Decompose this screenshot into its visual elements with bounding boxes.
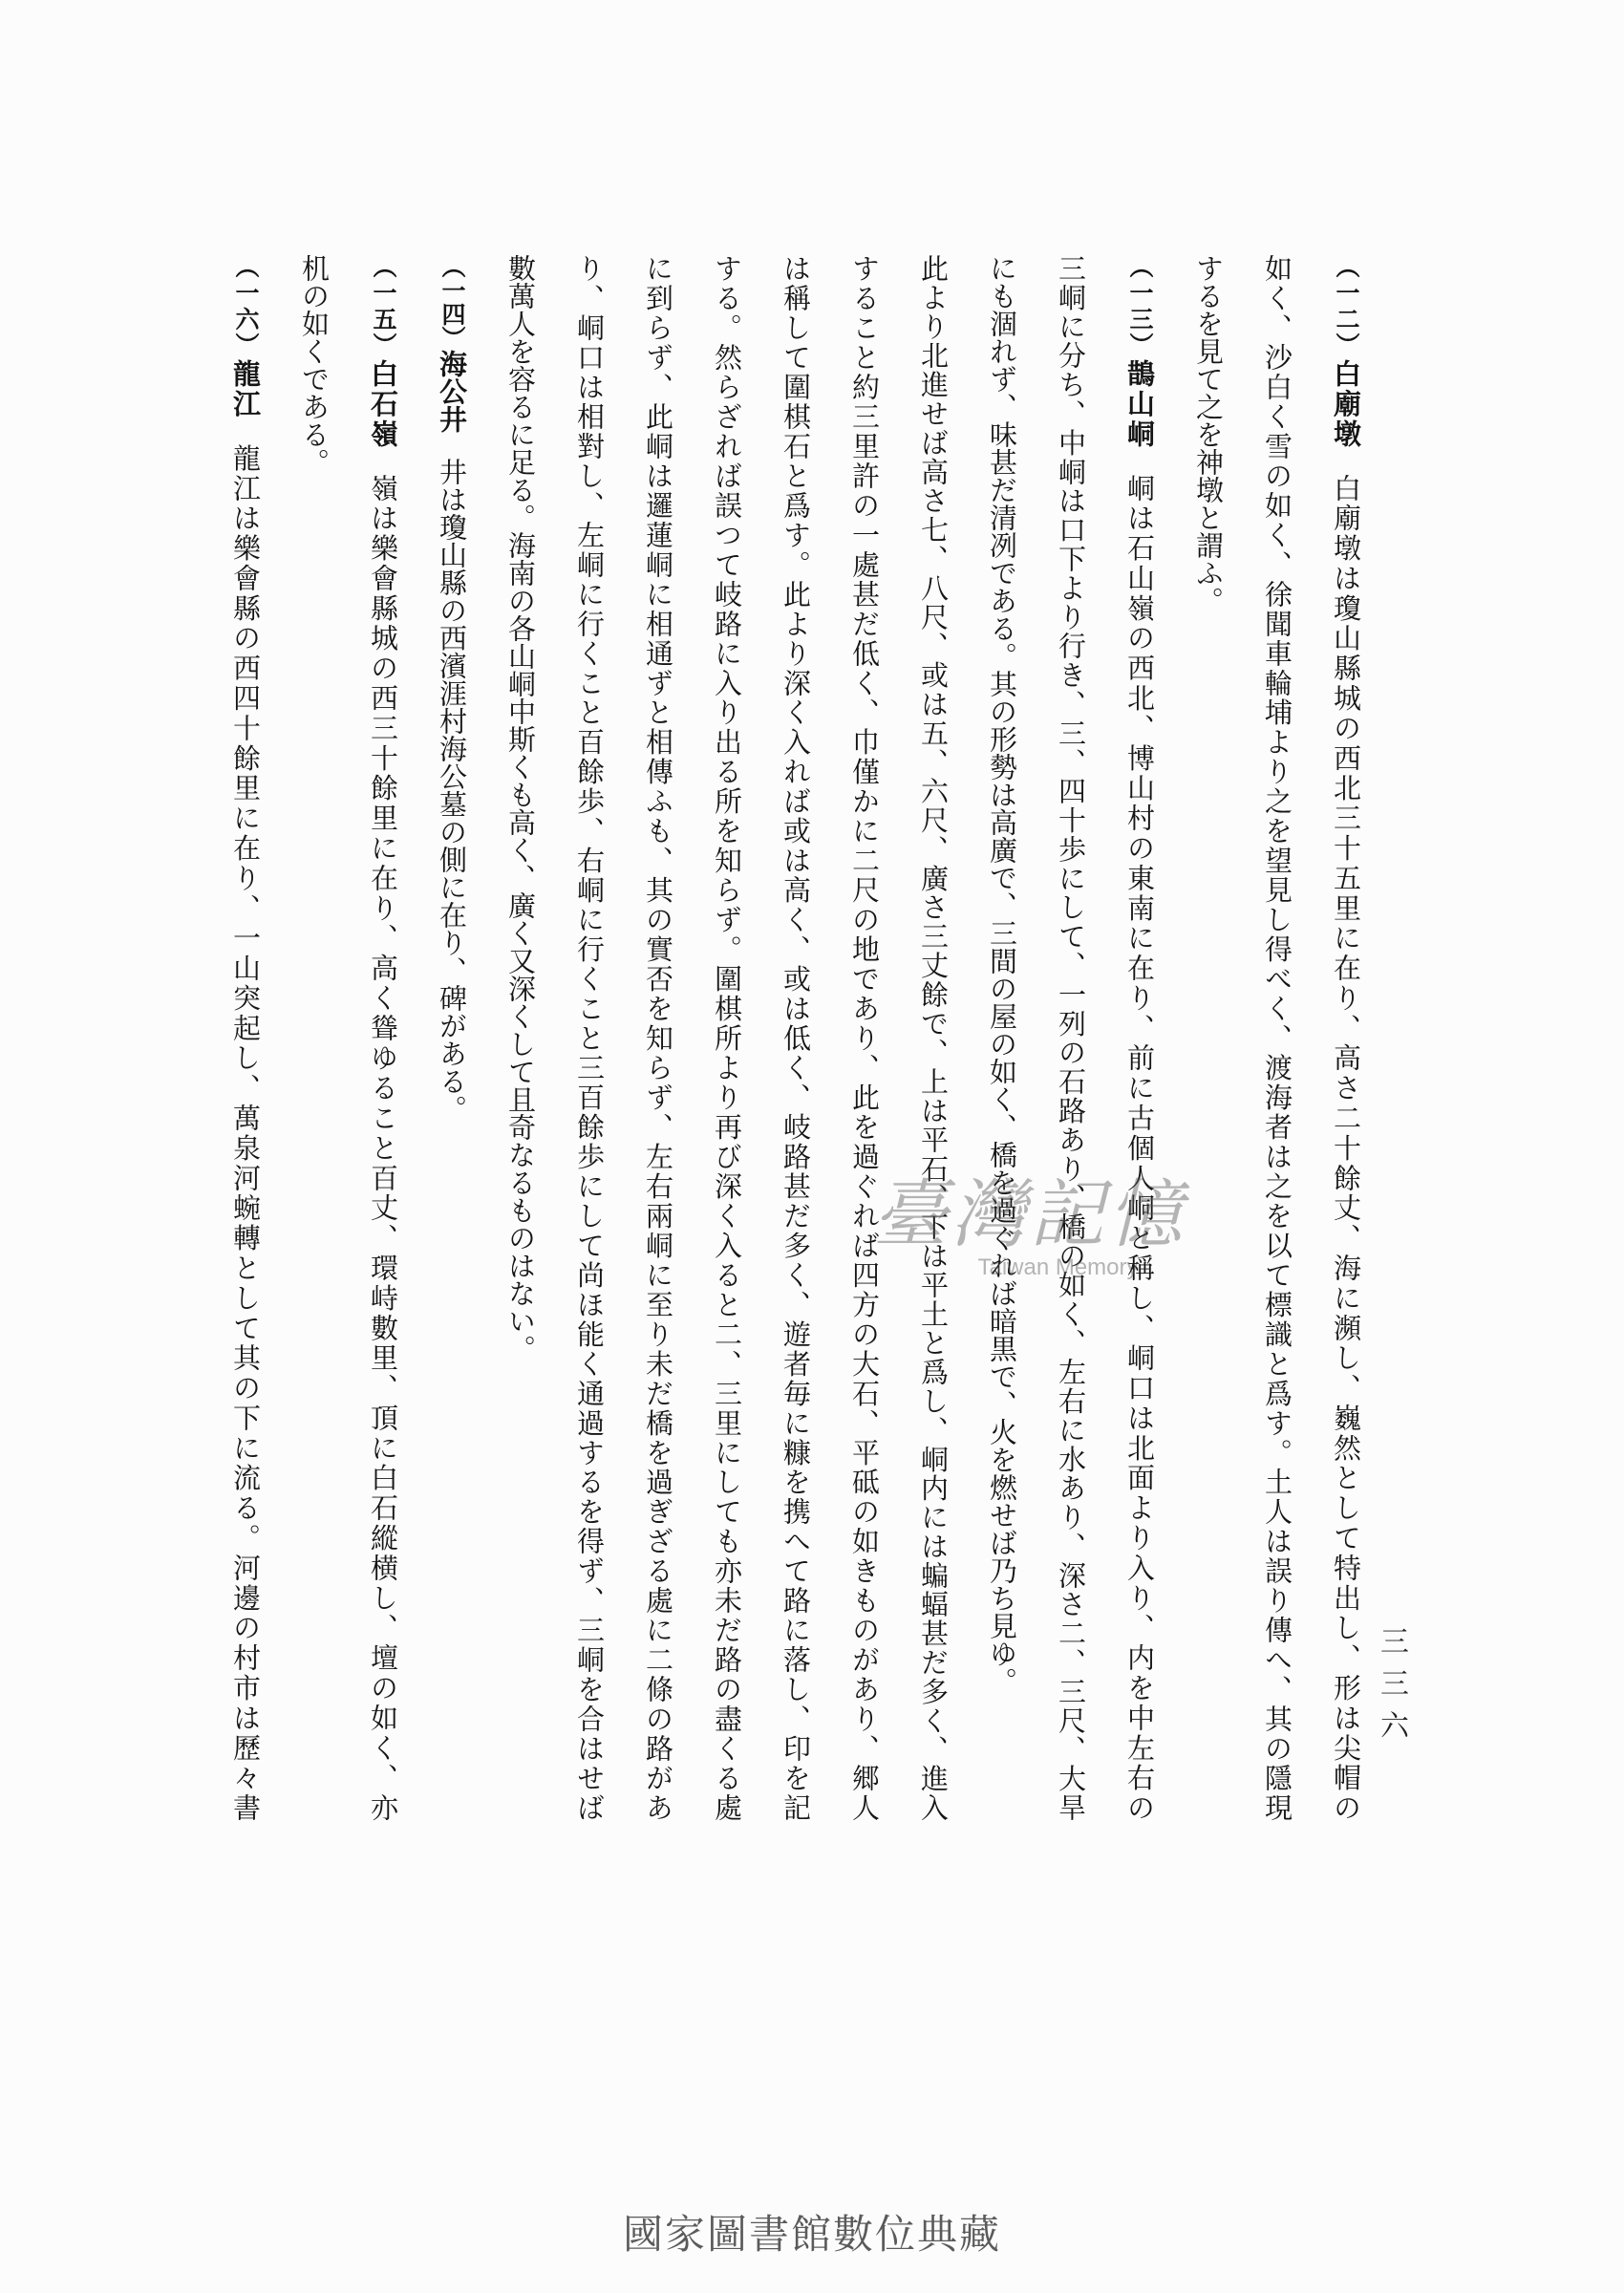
entry-line: は稱して圍棋石と爲す。此より深く入れば或は高く、或は低く、岐路甚だ多く、遊者毎に糠を携へて路に落し、印を記 (780, 254, 812, 1821)
entry-line: 數萬人を容るに足る。海南の各山峒中斯くも高く、廣く又深くして且奇なるものはない。 (504, 254, 537, 1362)
entry-line: 此より北進せば高さ七、八尺、或は五、六尺、廣さ三丈餘で、上は平石、下は平土と爲し、峒内には蝙蝠甚だ多く、進入 (917, 254, 950, 1821)
page-number: 三三六 (1375, 1626, 1408, 1752)
entry-number: （一五） (370, 254, 397, 359)
entry-line: するを見て之を神墩と謂ふ。 (1192, 254, 1225, 614)
entry-number: （一六） (232, 254, 260, 359)
entry-text: 峒は石山嶺の西北、博山村の東南に在り、前に古個人峒と稱し、峒口は北面より入り、内を中左右の (1123, 473, 1156, 1821)
vertical-text-body (211, 254, 1380, 1821)
entry-line: する。然らざれば誤つて岐路に入り出る所を知らず。圍棋所より再び深く入ると二、三里にしても亦未だ路の盡くる處 (711, 254, 743, 1821)
entry-title: 海公井 (436, 350, 468, 433)
entry-line: り、峒口は相對し、左峒に行くこと百餘歩、右峒に行くこと三百餘歩にして尚ほ能く通過するを得ず、三峒を合はせば (573, 254, 606, 1821)
watermark-subtitle: Taiwan Memory (977, 1254, 1139, 1280)
entry-title: 白石嶺 (367, 358, 399, 449)
entry-line: すること約三里許の一處甚だ低く、巾僅かに二尺の地であり、此を過ぐれば四方の大石、平砥の如きものがあり、郷人 (848, 254, 881, 1821)
entry-text: 嶺は樂會縣城の西三十餘里に在り、高く聳ゆること百丈、環峙數里、頂に白石縱横し、壇の如く、亦 (367, 473, 399, 1821)
entry-text: 井は瓊山縣の西濱涯村海公墓の側に在り、碑がある。 (436, 458, 468, 1123)
entry-number: （一三） (1126, 254, 1154, 359)
entry-line: 如く、沙白く雪の如く、徐聞車輪埔より之を望見し得べく、渡海者は之を以て標識と爲す。土人は誤り傳へ、其の隱現 (1261, 254, 1293, 1821)
entry-line: 机の如くである。 (298, 254, 331, 476)
footer-credit: 國家圖書館數位典藏 (622, 2211, 1001, 2258)
entry-line: に到らず、此峒は邏蓮峒に相通ずと相傳ふも、其の實否を知らず、左右兩峒に至り未だ橋を過ぎざる處に二條の路があ (642, 254, 674, 1821)
entry-line (1312, 254, 1380, 1821)
entry-text: 白廟墩は瓊山縣城の西北三十五里に在り、高さ二十餘丈、海に瀕し、巍然として特出し、形は尖帽の (1330, 473, 1362, 1821)
entry-title: 龍江 (229, 358, 262, 419)
entry-number: （一二） (1333, 254, 1360, 359)
entry-line (211, 254, 280, 1821)
entry-line (417, 254, 486, 1821)
entry-text: 龍江は樂會縣の西四十餘里に在り、一山突起し、萬泉河蜿轉として其の下に流る。河邊の村市は歷々書 (229, 443, 262, 1821)
entry-number: （一四） (438, 254, 466, 350)
entry-title: 白廟墩 (1330, 358, 1362, 449)
entry-line (349, 254, 417, 1821)
entry-line: 三峒に分ち、中峒は口下より行き、三、四十歩にして、一列の石路あり、橋の如く、左右に水あり、深さ二、三尺、大旱 (1055, 254, 1087, 1821)
entry-line: にも涸れず、味甚だ清冽である。其の形勢は高廣で、三間の屋の如く、橋を過ぐれば暗黒で、火を燃せば乃ち見ゆ。 (986, 254, 1018, 1695)
entry-line (1105, 254, 1174, 1821)
entry-title: 鵲山峒 (1123, 358, 1156, 449)
watermark-title: 臺灣記憶 (872, 1172, 1186, 1258)
